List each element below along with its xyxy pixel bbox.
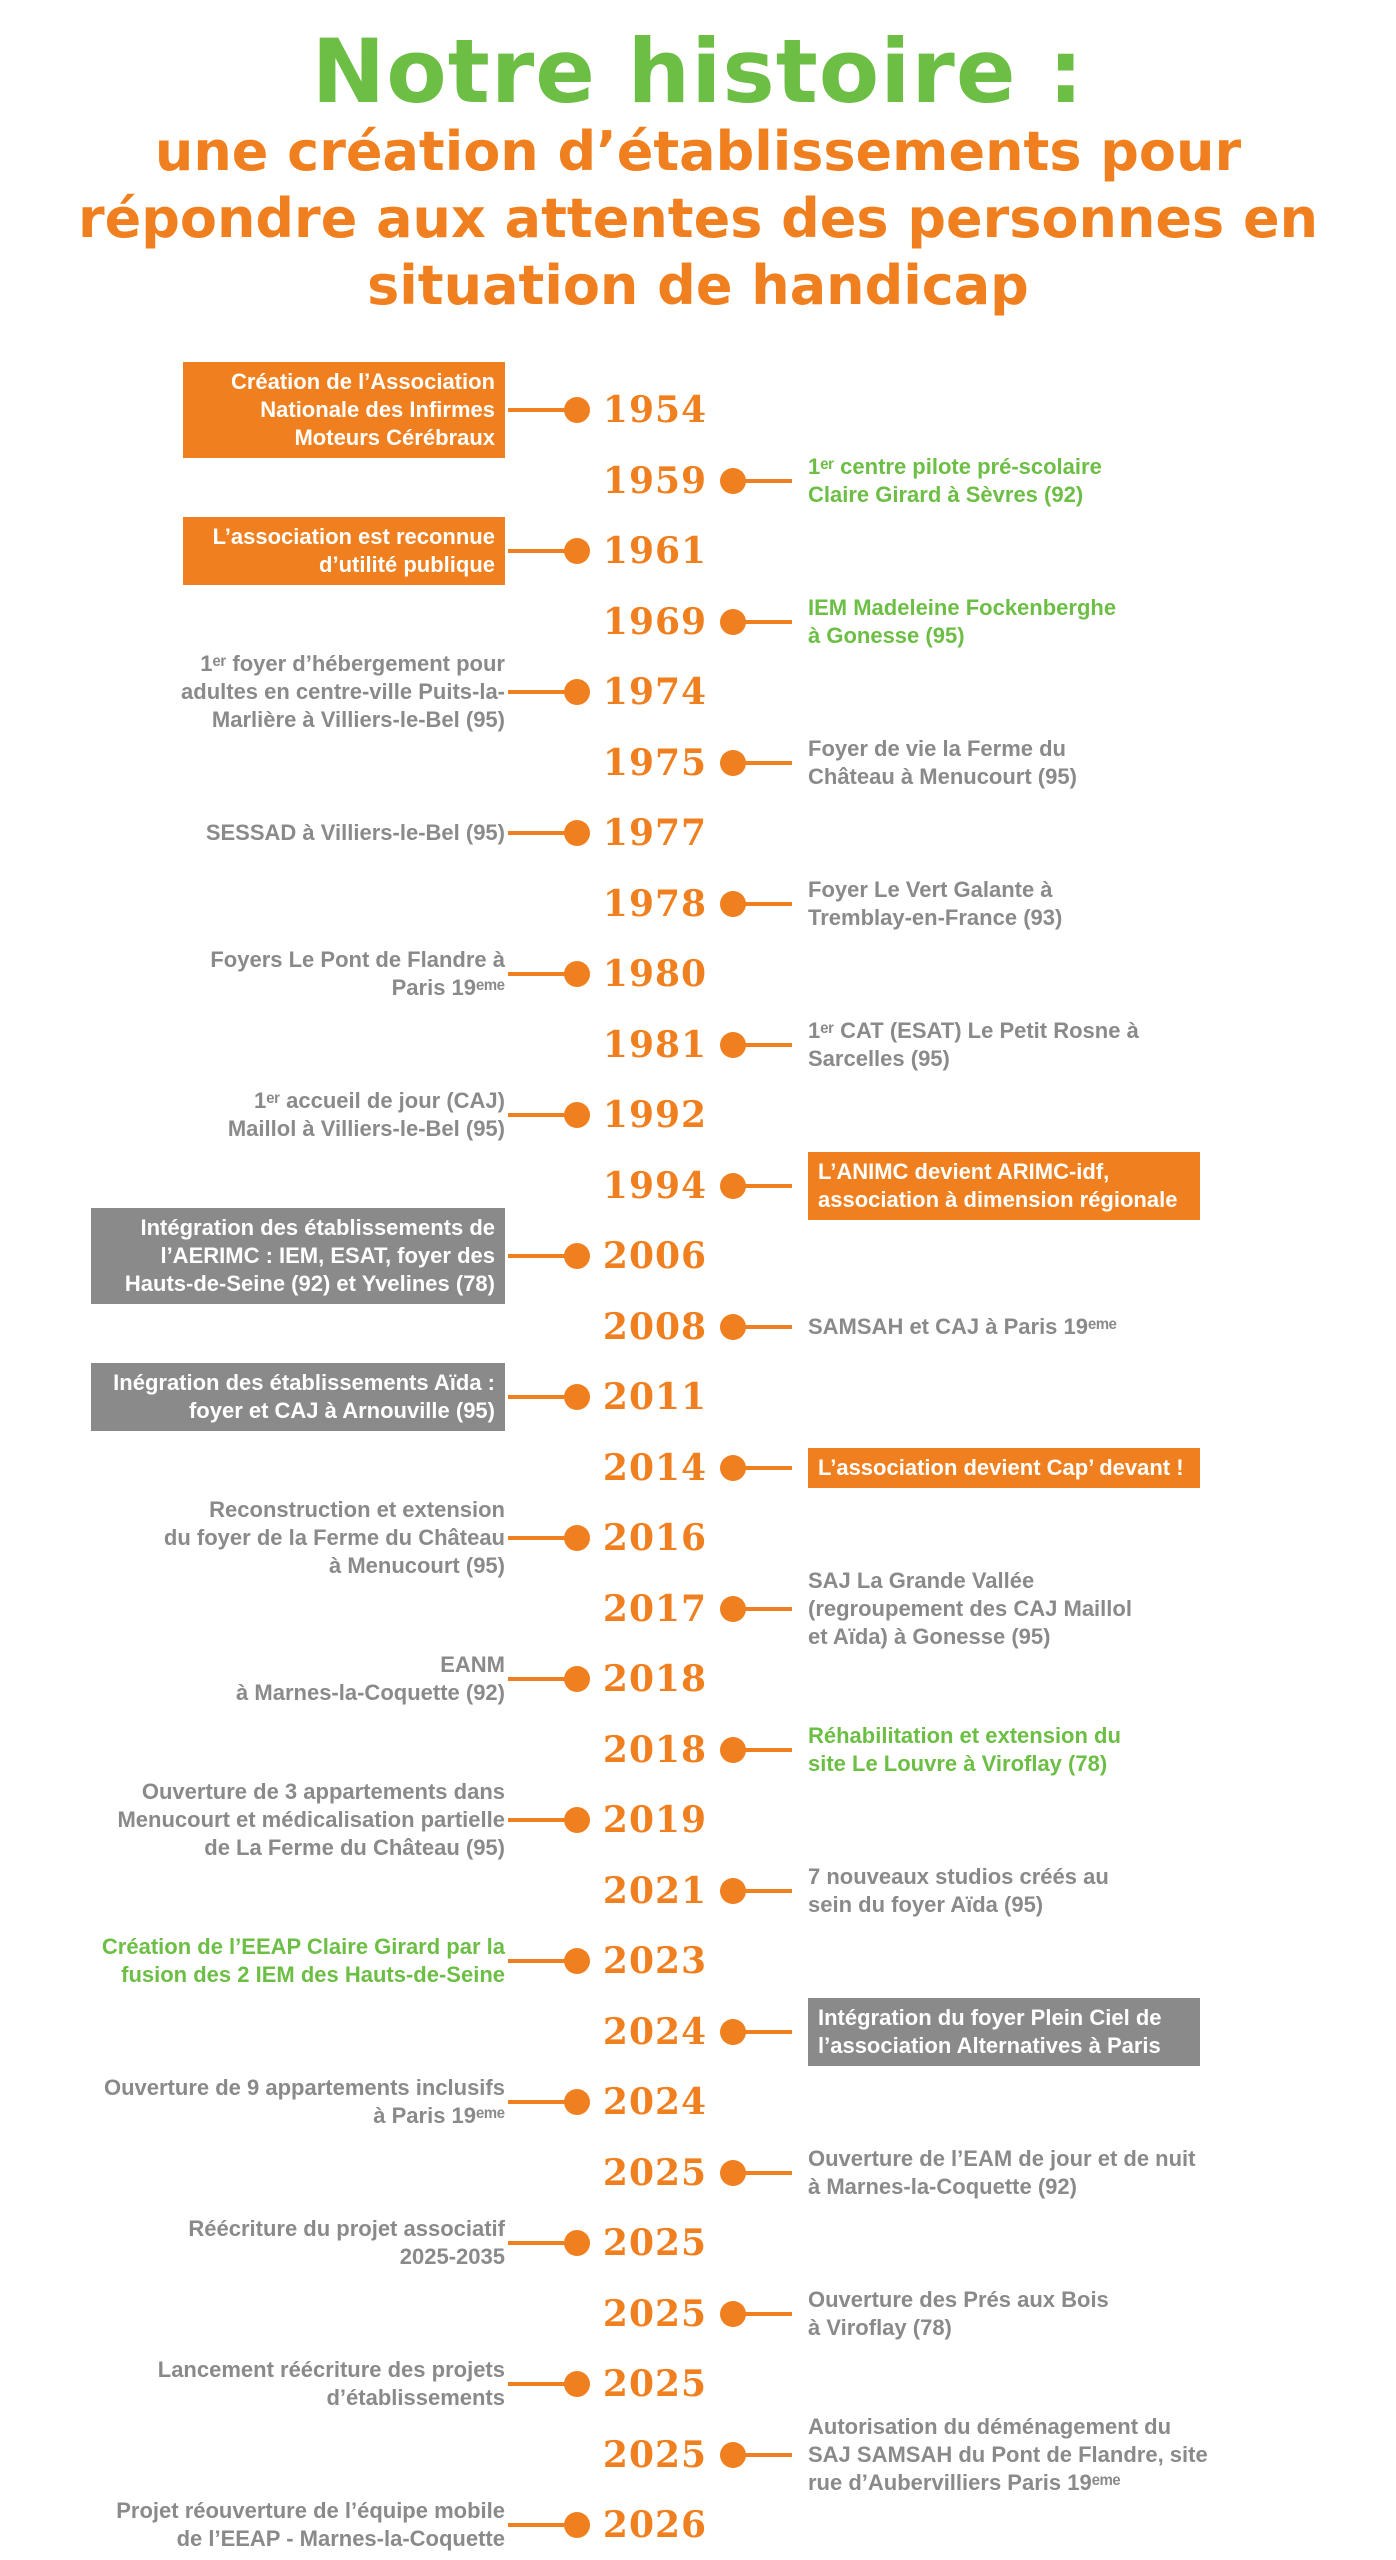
timeline-year: 2025 xyxy=(602,2293,708,2335)
timeline-event-text: Reconstruction et extension du foyer de la Ferme du Château à Menucourt (95) xyxy=(163,1497,505,1578)
timeline-dot xyxy=(720,2442,746,2468)
timeline-event-text: Projet réouverture de l’équipe mobile de l’EEAP - Marnes-la-Coquette xyxy=(116,2498,505,2551)
timeline-event xyxy=(181,650,505,734)
timeline-dot xyxy=(720,2301,746,2327)
timeline-event xyxy=(164,1496,505,1580)
timeline-event xyxy=(808,453,1102,509)
timeline-event-text: Foyers Le Pont de Flandre à Paris 19ᵉᵐᵉ xyxy=(210,947,505,1000)
timeline-year: 2025 xyxy=(602,2222,708,2264)
timeline-event-text: Ouverture des Prés aux Bois à Viroflay (78) xyxy=(808,2287,1109,2340)
timeline-event xyxy=(183,517,505,585)
timeline-dot xyxy=(720,1173,746,1199)
timeline-year: 2017 xyxy=(602,1588,708,1630)
timeline-event xyxy=(102,1933,505,1989)
timeline-dot xyxy=(564,2230,590,2256)
timeline-dot xyxy=(720,1596,746,1622)
timeline-event xyxy=(808,876,1062,932)
timeline-event-text: Lancement réécriture des projets d’établissements xyxy=(157,2357,505,2410)
timeline-event-text: Inégration des établissements Aïda : foyer et CAJ à Arnouville (95) xyxy=(113,1370,495,1423)
timeline-dot xyxy=(720,1032,746,1058)
timeline-dot xyxy=(564,679,590,705)
timeline-dot xyxy=(720,1737,746,1763)
timeline-event-text: Création de l’Association Nationale des Infirmes Moteurs Cérébraux xyxy=(230,369,495,450)
timeline-year: 1977 xyxy=(602,812,708,854)
timeline-event-text: L’association est reconnue d’utilité publique xyxy=(212,524,495,577)
timeline-event xyxy=(808,1152,1200,1220)
timeline-event-text: Réécriture du projet associatif 2025-2035 xyxy=(188,2216,505,2269)
timeline-dot xyxy=(564,2089,590,2115)
timeline-dot xyxy=(564,2512,590,2538)
timeline-year: 2008 xyxy=(602,1306,708,1348)
timeline-event-text: SESSAD à Villiers-le-Bel (95) xyxy=(205,820,505,845)
timeline-dot xyxy=(720,1314,746,1340)
timeline-event-text: Réhabilitation et extension du site Le Louvre à Viroflay (78) xyxy=(808,1723,1121,1776)
timeline-event-text: Foyer de vie la Ferme du Château à Menucourt (95) xyxy=(808,736,1077,789)
timeline-event xyxy=(808,1998,1200,2066)
timeline-event xyxy=(808,1448,1200,1488)
timeline-year: 1969 xyxy=(602,601,708,643)
timeline-event xyxy=(228,1087,505,1143)
timeline-year: 1954 xyxy=(602,389,708,431)
timeline-year: 2026 xyxy=(602,2504,708,2546)
page-subtitle xyxy=(0,118,1396,319)
timeline-dot xyxy=(564,1243,590,1269)
timeline-event xyxy=(236,1651,505,1707)
timeline-year: 1992 xyxy=(602,1094,708,1136)
timeline-dot xyxy=(564,1525,590,1551)
timeline-dot xyxy=(564,538,590,564)
timeline-year: 1981 xyxy=(602,1024,708,1066)
timeline-event-text: EANM à Marnes-la-Coquette (92) xyxy=(236,1652,505,1705)
timeline-dot xyxy=(720,609,746,635)
timeline-dot xyxy=(564,1948,590,1974)
timeline-dot xyxy=(564,2371,590,2397)
subtitle-line: répondre aux attentes des personnes en xyxy=(77,187,1319,250)
timeline-year: 2025 xyxy=(602,2152,708,2194)
timeline-event-text: L’association devient Cap’ devant ! xyxy=(818,1455,1184,1480)
timeline-year: 2019 xyxy=(602,1799,708,1841)
timeline-event xyxy=(808,735,1077,791)
timeline-year: 2011 xyxy=(602,1376,708,1418)
timeline-event-text: Ouverture de l’EAM de jour et de nuit à Marnes-la-Coquette (92) xyxy=(808,2146,1196,2199)
timeline-dot xyxy=(720,2019,746,2045)
timeline-event-text: Création de l’EEAP Claire Girard par la fusion des 2 IEM des Hauts-de-Seine xyxy=(101,1934,505,1987)
timeline-event xyxy=(91,1208,505,1304)
timeline-year: 2014 xyxy=(602,1447,708,1489)
timeline-event-text: 1ᵉʳ foyer d’hébergement pour adultes en centre-ville Puits-la- Marlière à Villiers-le-Bel (95) xyxy=(181,651,505,732)
timeline-year: 2021 xyxy=(602,1870,708,1912)
timeline-year: 1980 xyxy=(602,953,708,995)
timeline-year: 2006 xyxy=(602,1235,708,1277)
timeline-event xyxy=(158,2356,505,2412)
timeline-dot xyxy=(564,1384,590,1410)
timeline-event xyxy=(808,1722,1121,1778)
timeline-year: 1975 xyxy=(602,742,708,784)
timeline-event xyxy=(206,819,505,847)
timeline-year: 1959 xyxy=(602,460,708,502)
timeline-event xyxy=(210,946,505,1002)
timeline-event-text: Ouverture de 9 appartements inclusifs à Paris 19ᵉᵐᵉ xyxy=(103,2075,505,2128)
timeline-dot xyxy=(720,2160,746,2186)
timeline-year: 1961 xyxy=(602,530,708,572)
timeline-event xyxy=(808,1567,1132,1651)
timeline-event xyxy=(808,594,1116,650)
timeline-dot xyxy=(564,820,590,846)
timeline-year: 2025 xyxy=(602,2363,708,2405)
timeline-year: 2018 xyxy=(602,1729,708,1771)
timeline-year: 1978 xyxy=(602,883,708,925)
timeline-event xyxy=(808,2413,1208,2497)
subtitle-line: situation de handicap xyxy=(367,254,1029,317)
timeline-year: 2024 xyxy=(602,2011,708,2053)
timeline-event xyxy=(104,2074,505,2130)
timeline-dot xyxy=(564,1102,590,1128)
timeline-event xyxy=(117,1778,505,1862)
timeline-event xyxy=(808,2286,1109,2342)
timeline-year: 1974 xyxy=(602,671,708,713)
timeline-event xyxy=(808,1313,1117,1341)
timeline-event xyxy=(183,362,505,458)
timeline-event-text: SAJ La Grande Vallée (regroupement des CAJ Maillol et Aïda) à Gonesse (95) xyxy=(808,1568,1132,1649)
timeline-event xyxy=(808,1017,1139,1073)
timeline-event xyxy=(188,2215,505,2271)
timeline-event-text: SAMSAH et CAJ à Paris 19ᵉᵐᵉ xyxy=(808,1314,1117,1339)
timeline-event-text: 7 nouveaux studios créés au sein du foyer Aïda (95) xyxy=(808,1864,1109,1917)
timeline-dot xyxy=(720,1878,746,1904)
timeline-event-text: L’ANIMC devient ARIMC-idf, association à dimension régionale xyxy=(818,1159,1178,1212)
timeline-event xyxy=(91,1363,505,1431)
page-title: Notre histoire : xyxy=(311,20,1085,123)
timeline-dot xyxy=(720,750,746,776)
timeline-dot xyxy=(564,1666,590,1692)
timeline-dot xyxy=(720,1455,746,1481)
timeline-year: 2023 xyxy=(602,1940,708,1982)
timeline-event-text: 1ᵉʳ CAT (ESAT) Le Petit Rosne à Sarcelles (95) xyxy=(808,1018,1139,1071)
subtitle-line: une création d’établissements pour xyxy=(154,120,1242,183)
timeline-year: 2018 xyxy=(602,1658,708,1700)
timeline-year: 2025 xyxy=(602,2434,708,2476)
timeline-dot xyxy=(720,468,746,494)
timeline-dot xyxy=(564,1807,590,1833)
timeline-event xyxy=(808,1863,1109,1919)
timeline-event-text: Intégration des établissements de l’AERIMC : IEM, ESAT, foyer des Hauts-de-Seine (92) et Yvelines (78) xyxy=(124,1215,495,1296)
timeline-year: 2024 xyxy=(602,2081,708,2123)
timeline-year: 2016 xyxy=(602,1517,708,1559)
timeline-event xyxy=(116,2497,505,2553)
timeline-year: 1994 xyxy=(602,1165,708,1207)
timeline-dot xyxy=(564,397,590,423)
timeline-event-text: 1ᵉʳ centre pilote pré-scolaire Claire Girard à Sèvres (92) xyxy=(808,454,1102,507)
timeline-event-text: Ouverture de 3 appartements dans Menucourt et médicalisation partielle de La Ferme du Château (95) xyxy=(117,1779,505,1860)
timeline-event-text: Intégration du foyer Plein Ciel de l’association Alternatives à Paris xyxy=(818,2005,1162,2058)
timeline-event-text: 1ᵉʳ accueil de jour (CAJ) Maillol à Villiers-le-Bel (95) xyxy=(227,1088,505,1141)
timeline-dot xyxy=(720,891,746,917)
timeline-event-text: IEM Madeleine Fockenberghe à Gonesse (95) xyxy=(808,595,1117,648)
timeline-event xyxy=(808,2145,1196,2201)
timeline-dot xyxy=(564,961,590,987)
timeline-event-text: Autorisation du déménagement du SAJ SAMSAH du Pont de Flandre, site rue d’Aubervilliers Paris 19ᵉᵐᵉ xyxy=(808,2414,1208,2495)
timeline-event-text: Foyer Le Vert Galante à Tremblay-en-France (93) xyxy=(808,877,1063,930)
